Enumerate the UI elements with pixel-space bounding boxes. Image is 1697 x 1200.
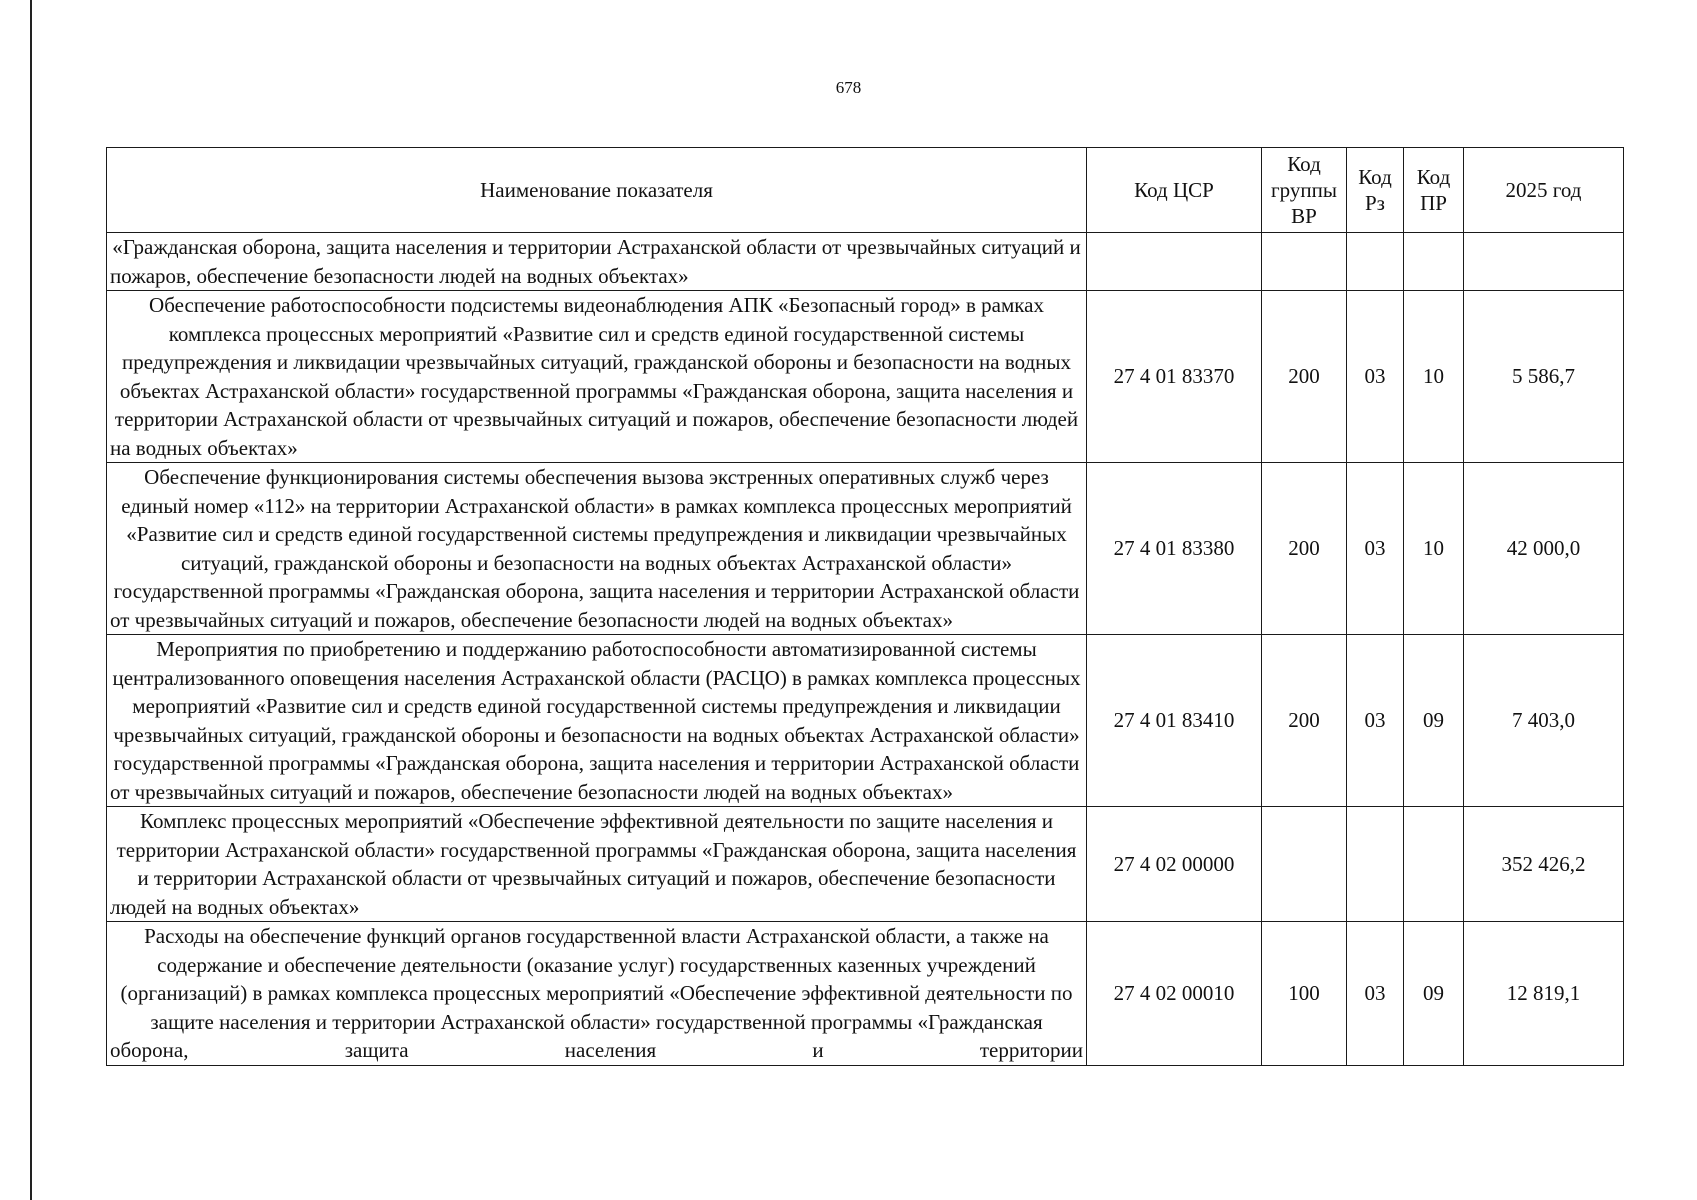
- row-rz-code: 03: [1347, 922, 1404, 1066]
- row-rz-code: [1347, 233, 1404, 291]
- row-vr-code: 200: [1262, 635, 1347, 807]
- row-amount: 7 403,0: [1464, 635, 1624, 807]
- row-vr-code: [1262, 807, 1347, 922]
- row-name: Обеспечение работоспособности подсистемы видеонаблюдения АПК «Безопасный город» в рамках комплекса процессных мероприятий «Развитие сил и средств единой государственной системы предупреждения и ликвидации чрезвычайных ситуаций, гражданской обороны и безопасности на водных объектах Астраханской области» государственной программы «Гражданская оборона, защита населения и территории Астраханской области от чрезвычайных ситуаций и пожаров, обеспечение безопасности людей на водных объектах»: [107, 291, 1087, 463]
- row-pr-code: [1404, 233, 1464, 291]
- row-amount: [1464, 233, 1624, 291]
- row-name: «Гражданская оборона, защита населения и территории Астраханской области от чрезвычайных ситуаций и пожаров, обеспечение безопасности людей на водных объектах»: [107, 233, 1087, 291]
- header-csr-code: Код ЦСР: [1087, 148, 1262, 233]
- table-row: [107, 807, 1624, 922]
- row-csr-code: 27 4 02 00010: [1087, 922, 1262, 1066]
- row-csr-code: 27 4 01 83370: [1087, 291, 1262, 463]
- row-vr-code: 200: [1262, 463, 1347, 635]
- binding-margin-line: [30, 0, 32, 1200]
- table-row: [107, 291, 1624, 463]
- row-vr-code: [1262, 233, 1347, 291]
- row-name: Обеспечение функционирования системы обеспечения вызова экстренных оперативных служб через единый номер «112» на территории Астраханской области» в рамках комплекса процессных мероприятий «Развитие сил и средств единой государственной системы предупреждения и ликвидации чрезвычайных ситуаций, гражданской обороны и безопасности на водных объектах Астраханской области» государственной программы «Гражданская оборона, защита населения и территории Астраханской области от чрезвычайных ситуаций и пожаров, обеспечение безопасности людей на водных объектах»: [107, 463, 1087, 635]
- row-csr-code: [1087, 233, 1262, 291]
- row-pr-code: [1404, 807, 1464, 922]
- row-name: Мероприятия по приобретению и поддержанию работоспособности автоматизированной системы централизованного оповещения населения Астраханской области (РАСЦО) в рамках комплекса процессных мероприятий «Развитие сил и средств единой государственной системы предупреждения и ликвидации чрезвычайных ситуаций, гражданской обороны и безопасности на водных объектах Астраханской области» государственной программы «Гражданская оборона, защита населения и территории Астраханской области от чрезвычайных ситуаций и пожаров, обеспечение безопасности людей на водных объектах»: [107, 635, 1087, 807]
- table-row: [107, 463, 1624, 635]
- row-amount: 12 819,1: [1464, 922, 1624, 1066]
- row-vr-code: 200: [1262, 291, 1347, 463]
- row-name: Расходы на обеспечение функций органов государственной власти Астраханской области, а также на содержание и обеспечение деятельности (оказание услуг) государственных казенных учреждений (организаций) в рамках комплекса процессных мероприятий «Обеспечение эффективной деятельности по защите населения и территории Астраханской области» государственной программы «Гражданская оборона, защита населения и территории: [107, 922, 1087, 1066]
- row-pr-code: 09: [1404, 922, 1464, 1066]
- header-rz-code: Код Рз: [1347, 148, 1404, 233]
- table-row: [107, 922, 1624, 1066]
- header-pr-code: Код ПР: [1404, 148, 1464, 233]
- row-amount: 42 000,0: [1464, 463, 1624, 635]
- table-row: [107, 635, 1624, 807]
- row-pr-code: 09: [1404, 635, 1464, 807]
- row-rz-code: 03: [1347, 291, 1404, 463]
- row-pr-code: 10: [1404, 291, 1464, 463]
- header-name: Наименование показателя: [107, 148, 1087, 233]
- row-name: Комплекс процессных мероприятий «Обеспечение эффективной деятельности по защите населения и территории Астраханской области» государственной программы «Гражданская оборона, защита населения и территории Астраханской области от чрезвычайных ситуаций и пожаров, обеспечение безопасности людей на водных объектах»: [107, 807, 1087, 922]
- row-csr-code: 27 4 01 83380: [1087, 463, 1262, 635]
- row-amount: 5 586,7: [1464, 291, 1624, 463]
- row-rz-code: [1347, 807, 1404, 922]
- row-rz-code: 03: [1347, 463, 1404, 635]
- header-vr-code: Код группы ВР: [1262, 148, 1347, 233]
- row-pr-code: 10: [1404, 463, 1464, 635]
- page-number: 678: [835, 78, 862, 97]
- row-amount: 352 426,2: [1464, 807, 1624, 922]
- row-csr-code: 27 4 01 83410: [1087, 635, 1262, 807]
- table-header-row: [107, 148, 1624, 233]
- row-vr-code: 100: [1262, 922, 1347, 1066]
- row-csr-code: 27 4 02 00000: [1087, 807, 1262, 922]
- header-year-2025: 2025 год: [1464, 148, 1624, 233]
- table-row: [107, 233, 1624, 291]
- budget-table: [106, 147, 1624, 1066]
- row-rz-code: 03: [1347, 635, 1404, 807]
